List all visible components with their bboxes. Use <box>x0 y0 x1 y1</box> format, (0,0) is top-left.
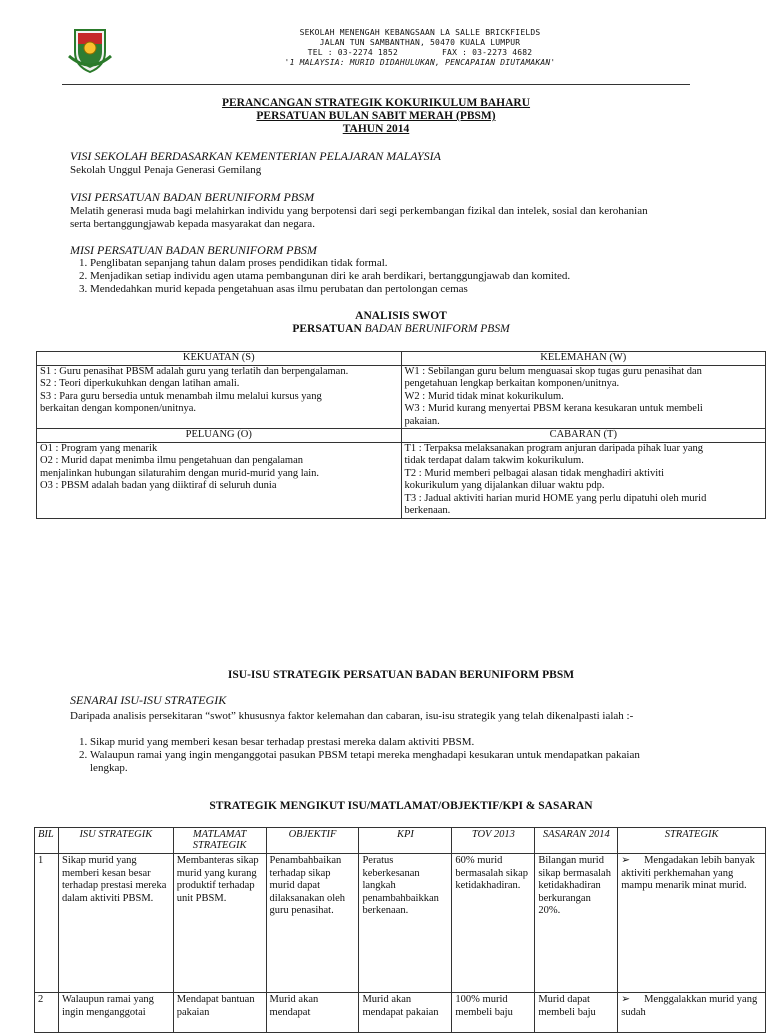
misi-item: 3. Mendedahkan murid kepada pengetahuan asas ilmu perubatan dan pertolongan cemas <box>90 283 746 296</box>
swot-t3-line-2: berkenaan. <box>404 505 451 516</box>
isu-item: 1. Sikap murid yang memberi kesan besar terhadap prestasi mereka dalam aktiviti PBSM. <box>90 736 746 749</box>
swot-o3: O3 : PBSM adalah badan yang diiktiraf di seluruh dunia <box>40 480 277 491</box>
swot-title-suffix: BADAN BERUNIFORM PBSM <box>364 323 510 335</box>
col-matlamat: MATLAMAT STRATEGIK <box>173 828 266 854</box>
cell-objektif: Penambahbaikan terhadap sikap murid dapat dilaksanakan oleh guru penasihat. <box>266 854 359 993</box>
school-name: SEKOLAH MENENGAH KEBANGSAAN LA SALLE BRICKFIELDS <box>299 28 541 37</box>
visi-sekolah-text: Sekolah Unggul Penaja Generasi Gemilang <box>70 164 262 176</box>
school-header <box>150 28 690 68</box>
swot-t3-line-1: T3 : Jadual aktiviti harian murid HOME yang perlu dipatuhi oleh murid <box>404 492 707 504</box>
cell-objektif: Murid akan mendapat <box>266 993 359 1033</box>
swot-w3-line-1: W3 : Murid kurang menyertai PBSM kerana kesukaran untuk membeli <box>404 403 703 414</box>
header-divider <box>62 84 690 85</box>
kekuatan-cell <box>37 365 402 429</box>
peluang-header: PELUANG (O) <box>37 429 402 443</box>
swot-s3-line-1: S3 : Para guru bersedia untuk menambah ilmu melalui kursus yang <box>40 390 322 402</box>
isu-item-2-line-1: Walaupun ramai yang ingin menganggotai pasukan PBSM tetapi mereka menghadapi kesukaran untuk mendapatkan pakaian <box>90 749 640 761</box>
cell-tov: 100% murid membeli baju <box>452 993 535 1033</box>
swot-s2: S2 : Teori diperkukuhkan dengan latihan amali. <box>40 378 240 389</box>
kelemahan-cell <box>401 365 766 429</box>
visi-persatuan-line-2: serta bertanggungjawab kepada masyarakat dan negara. <box>70 218 315 230</box>
col-isu: ISU STRATEGIK <box>58 828 173 854</box>
school-address: JALAN TUN SAMBANTHAN, 50470 KUALA LUMPUR <box>319 38 521 47</box>
swot-o1: O1 : Program yang menarik <box>40 442 158 454</box>
kelemahan-header: KELEMAHAN (W) <box>401 352 766 366</box>
cell-isu: Walaupun ramai yang ingin menganggotai <box>58 993 173 1033</box>
swot-s3-line-2: berkaitan dengan komponen/unitnya. <box>40 403 196 414</box>
col-bil: BIL <box>35 828 59 854</box>
swot-o2-line-2: menjalinkan hubungan silaturahim dengan murid-murid yang lain. <box>40 467 320 479</box>
swot-t1-line-1: T1 : Terpaksa melaksanakan program anjuran daripada pihak luar yang <box>404 442 703 454</box>
cabaran-cell <box>401 442 766 518</box>
misi-item: 2. Menjadikan setiap individu agen utama pembangunan diri ke arah berdikari, bertanggungjawab dan komited. <box>90 270 746 283</box>
swot-w3-line-2: pakaian. <box>404 415 440 427</box>
strategi-text: Menggalakkan murid yang sudah <box>621 994 758 1018</box>
col-tov: TOV 2013 <box>452 828 535 854</box>
cell-sasaran: Bilangan murid sikap bermasalah ketidakhadiran berkurangan 20%. <box>535 854 618 993</box>
visi-persatuan-heading: VISI PERSATUAN BADAN BERUNIFORM PBSM <box>70 190 315 204</box>
cell-sasaran: Murid dapat membeli baju <box>535 993 618 1033</box>
col-strategik: STRATEGIK <box>618 828 766 854</box>
swot-t2-line-1: T2 : Murid memberi pelbagai alasan tidak menghadiri aktiviti <box>404 467 665 479</box>
cabaran-header: CABARAN (T) <box>401 429 766 443</box>
peluang-cell <box>37 442 402 518</box>
arrow-bullet-icon: ➢ <box>621 855 631 866</box>
school-tel: TEL : 03-2274 1852 <box>307 48 398 57</box>
swot-o2-line-1: O2 : Murid dapat menimba ilmu pengetahuan dan pengalaman <box>40 455 304 466</box>
strategi-text: Mengadakan lebih banyak aktiviti perkhemahan yang mampu menarik minat murid. <box>621 855 755 891</box>
isu-title: ISU-ISU STRATEGIK PERSATUAN BADAN BERUNIFORM PBSM <box>227 669 575 681</box>
cell-strategi <box>618 854 766 993</box>
col-objektif: OBJEKTIF <box>266 828 359 854</box>
swot-w1-line-1: W1 : Sebilangan guru belum menguasai skop tugas guru penasihat dan <box>404 365 702 377</box>
arrow-bullet-icon: ➢ <box>621 994 631 1005</box>
col-kpi: KPI <box>359 828 452 854</box>
table-row <box>35 993 766 1033</box>
swot-title <box>36 310 766 336</box>
isu-list <box>56 736 746 775</box>
misi-heading: MISI PERSATUAN BADAN BERUNIFORM PBSM <box>70 243 317 257</box>
kekuatan-header: KEKUATAN (S) <box>37 352 402 366</box>
title-line-3: TAHUN 2014 <box>342 123 410 135</box>
cell-tov: 60% murid bermasalah sikap ketidakhadiran. <box>452 854 535 993</box>
misi-item: 1. Penglibatan sepanjang tahun dalam proses pendidikan tidak formal. <box>90 257 746 270</box>
swot-w2: W2 : Murid tidak minat kokurikulum. <box>404 390 564 402</box>
swot-t2-line-2: kokurikulum yang dijalankan diluar waktu pdp. <box>404 480 605 491</box>
col-sasaran: SASARAN 2014 <box>535 828 618 854</box>
visi-persatuan-line-1: Melatih generasi muda bagi melahirkan individu yang berpotensi dari segi perkembangan fizikal dan intelek, sosial dan kerohanian <box>70 205 648 217</box>
table-row <box>35 854 766 993</box>
swot-title-line-1: ANALISIS SWOT <box>355 310 447 322</box>
swot-title-line-2 <box>36 323 766 336</box>
school-motto: '1 MALAYSIA: MURID DIDAHULUKAN, PENCAPAIAN DIUTAMAKAN' <box>284 58 556 67</box>
visi-persatuan-text <box>70 205 750 231</box>
title-line-1: PERANCANGAN STRATEGIK KOKURIKULUM BAHARU <box>221 97 531 109</box>
school-fax: FAX : 03-2273 4682 <box>442 48 533 57</box>
swot-t1-line-2: tidak terdapat dalam takwim kokurikulum. <box>404 455 584 466</box>
misi-list <box>56 257 746 296</box>
isu-intro: Daripada analisis persekitaran “swot” khususnya faktor kelemahan dan cabaran, isu-isu strategik yang telah dikenalpasti ialah :- <box>70 710 634 722</box>
visi-sekolah-heading: VISI SEKOLAH BERDASARKAN KEMENTERIAN PELAJARAN MALAYSIA <box>70 149 441 163</box>
cell-bil: 1 <box>35 854 59 993</box>
swot-table <box>36 351 766 519</box>
strategik-title: STRATEGIK MENGIKUT ISU/MATLAMAT/OBJEKTIF/KPI & SASARAN <box>209 800 593 812</box>
school-logo <box>66 26 114 74</box>
cell-bil: 2 <box>35 993 59 1033</box>
isu-item <box>90 749 746 775</box>
doc-title <box>62 97 690 136</box>
isu-heading: SENARAI ISU-ISU STRATEGIK <box>70 693 227 707</box>
contact-line <box>150 48 690 58</box>
swot-w1-line-2: pengetahuan lengkap berkaitan komponen/unitnya. <box>404 378 620 389</box>
swot-title-prefix: PERSATUAN <box>292 323 365 335</box>
cell-kpi: Peratus keberkesanan langkah penambahbaikkan berkenaan. <box>359 854 452 993</box>
title-line-2: PERSATUAN BULAN SABIT MERAH (PBSM) <box>256 110 496 122</box>
cell-strategi <box>618 993 766 1033</box>
strategik-table <box>34 827 766 1033</box>
cell-kpi: Murid akan mendapat pakaian <box>359 993 452 1033</box>
isu-item-2-line-2: lengkap. <box>90 762 128 774</box>
cell-isu: Sikap murid yang memberi kesan besar terhadap prestasi mereka dalam aktiviti PBSM. <box>58 854 173 993</box>
cell-matlamat: Mendapat bantuan pakaian <box>173 993 266 1033</box>
cell-matlamat: Membanteras sikap murid yang kurang produktif terhadap unit PBSM. <box>173 854 266 993</box>
swot-s1: S1 : Guru penasihat PBSM adalah guru yang terlatih dan berpengalaman. <box>40 365 349 377</box>
